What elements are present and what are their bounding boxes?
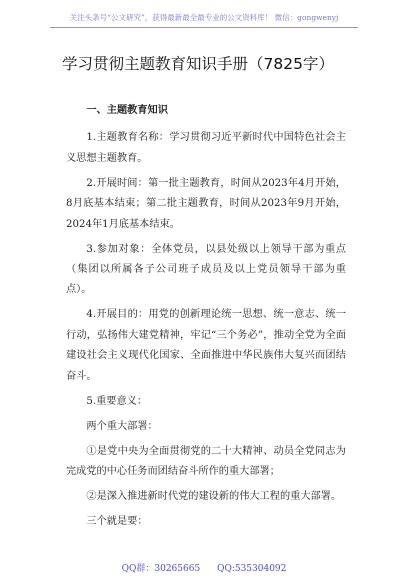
page-footer bbox=[0, 561, 408, 574]
document-body bbox=[66, 100, 346, 537]
paragraph-three-musts: 三个就是要： bbox=[86, 516, 148, 528]
paragraph-significance: 5.重要意义： bbox=[86, 395, 148, 407]
footer-qq: QQ:535304092 bbox=[217, 564, 287, 574]
paragraph-deployment-2: ②是深入推进新时代党的建设新的伟大工程的重大部署。 bbox=[86, 491, 342, 503]
header-divider bbox=[50, 27, 358, 28]
footer-qq-group: QQ群：30265665 bbox=[121, 564, 201, 574]
document-title: 学习贯彻主题教育知识手册（7825字） bbox=[62, 55, 334, 73]
paragraph-deployment-1: ①是党中央为全面贯彻党的二十大精神、动员全党同志为完成党的中心任务而团结奋斗所作的重大部署； bbox=[66, 445, 346, 478]
header-text: 关注头条号“公文研究”，获得最新最全最专业的公文资料库！ 微信：gongwenyj bbox=[69, 13, 339, 22]
page-header bbox=[0, 12, 408, 23]
paragraph-name: 1.主题教育名称：学习贯彻习近平新时代中国特色社会主义思想主题教育。 bbox=[66, 132, 346, 164]
section-heading: 一、主题教育知识 bbox=[86, 104, 168, 116]
paragraph-purpose: 4.开展目的：用党的创新理论统一思想、统一意志、统一行动，弘扬伟大建党精神，牢记“三个务必”，推动全党为全面建设社会主义现代化国家、全面推进中华民族伟大复兴而团结奋斗。 bbox=[66, 309, 346, 382]
paragraph-two-deployments: 两个重大部署： bbox=[86, 420, 158, 432]
paragraph-participants: 3.参加对象：全体党员，以县处级以上领导干部为重点（集团以所属各子公司班子成员及以上党员领导干部为重点）。 bbox=[66, 243, 346, 296]
paragraph-time: 2.开展时间：第一批主题教育，时间从2023年4月开始，8月底基本结束；第二批主题教育，时间从2023年9月开始，2024年1月底基本结束。 bbox=[66, 177, 346, 230]
